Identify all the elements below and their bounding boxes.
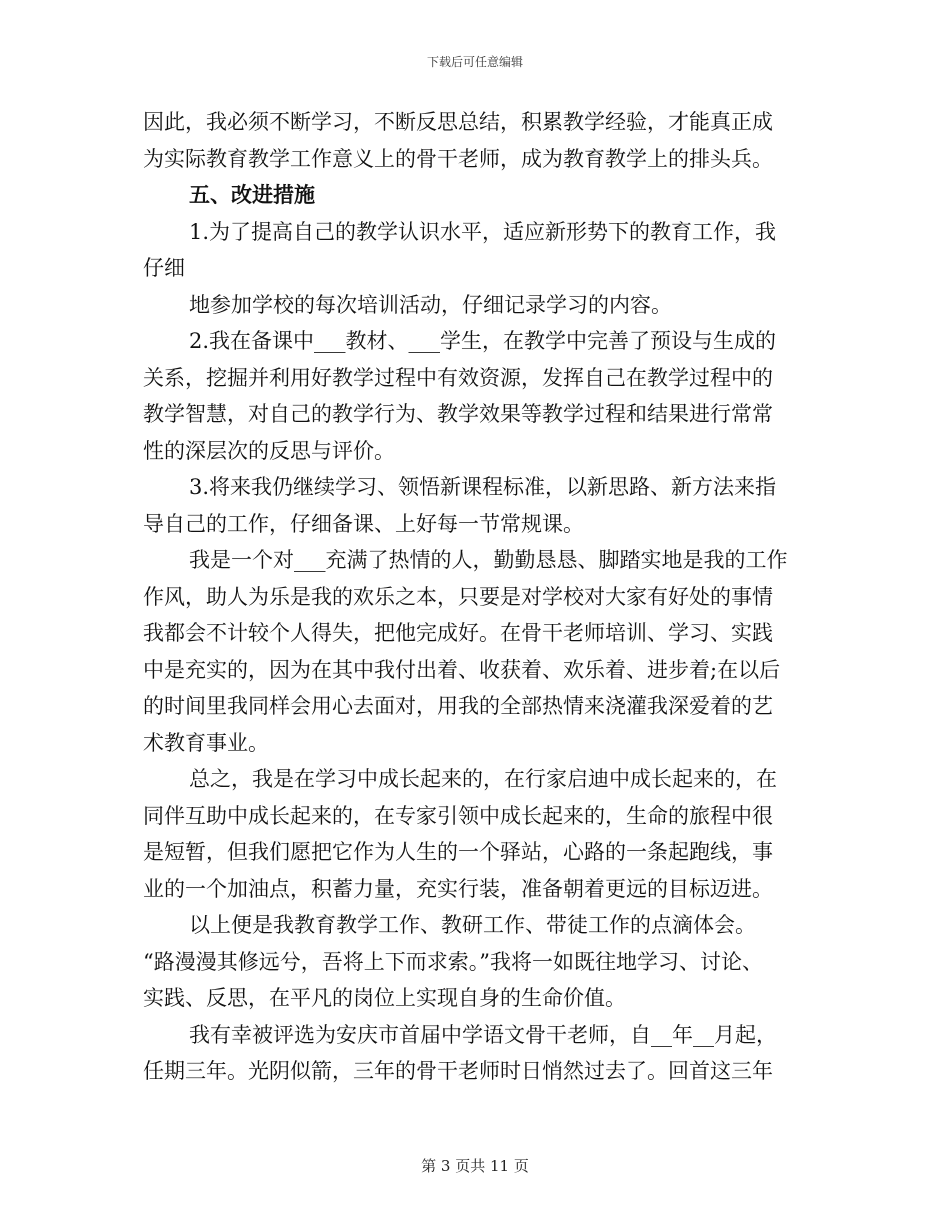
text-line: 关系，挖掘并利用好教学过程中有效资源，发挥自己在教学过程中的 [143, 365, 773, 390]
text-line: 仔细 [143, 256, 185, 280]
text-line: 同伴互助中成长起来的，在专家引领中成长起来的，生命的旅程中很 [143, 803, 773, 828]
text-line: 总之，我是在学习中成长起来的，在行家启迪中成长起来的，在 [189, 767, 777, 791]
text-line: 1.为了提高自己的教学认识水平，适应新形势下的教育工作，我 [189, 219, 777, 244]
text-line: 是短暂，但我们愿把它作为人生的一个驿站，心路的一条起跑线，事 [143, 840, 773, 864]
text-line: 我都会不计较个人得失，把他完成好。在骨干老师培训、学习、实践 [143, 621, 773, 645]
text-line: 3.将来我仍继续学习、领悟新课程标准，以新思路、新方法来指 [189, 475, 777, 499]
text-line: 因此，我必须不断学习，不断反思总结，积累教学经验，才能真正成 [143, 110, 773, 134]
text-line: 任期三年。光阴似箭，三年的骨干老师时日悄然过去了。回首这三年 [143, 1059, 773, 1083]
text-line: 导自己的工作，仔细备课、上好每一节常规课。 [143, 511, 584, 536]
text-line: 以上便是我教育教学工作、教研工作、带徒工作的点滴体会。 [189, 913, 756, 937]
text-line: 地参加学校的每次培训活动，仔细记录学习的内容。 [189, 292, 672, 317]
section-heading: 五、改进措施 [189, 182, 315, 207]
page-footer: 第 3 页共 11 页 [421, 1157, 529, 1175]
text-line: 中是充实的，因为在其中我付出着、收获着、欢乐着、进步着;在以后 [143, 657, 781, 682]
text-line: 术教育事业。 [143, 730, 269, 755]
text-line: 性的深层次的反思与评价。 [143, 438, 395, 463]
text-line: “路漫漫其修远兮，吾将上下而求索。”我将一如既往地学习、讨论、 [143, 949, 763, 974]
text-line: 教学智慧，对自己的教学行为、教学效果等教学过程和结果进行常常 [143, 402, 773, 426]
document-body [143, 104, 807, 1090]
text-line: 实践、反思，在平凡的岗位上实现自身的生命价值。 [143, 986, 626, 1010]
text-line: 我是一个对___充满了热情的人，勤勤恳恳、脚踏实地是我的工作 [189, 548, 788, 572]
text-line: 作风，助人为乐是我的欢乐之本，只要是对学校对大家有好处的事情 [143, 584, 773, 609]
text-line: 我有幸被评选为安庆市首届中学语文骨干老师，自__年__月起， [189, 1022, 777, 1047]
text-line: 为实际教育教学工作意义上的骨干老师，成为教育教学上的排头兵。 [143, 146, 773, 171]
page-header: 下载后可任意编辑 [426, 55, 523, 69]
text-line: 2.我在备课中___教材、___学生，在教学中完善了预设与生成的 [189, 329, 777, 353]
text-line: 的时间里我同样会用心去面对，用我的全部热情来浇灌我深爱着的艺 [143, 694, 773, 718]
text-line: 业的一个加油点，积蓄力量，充实行装，准备朝着更远的目标迈进。 [143, 876, 773, 901]
